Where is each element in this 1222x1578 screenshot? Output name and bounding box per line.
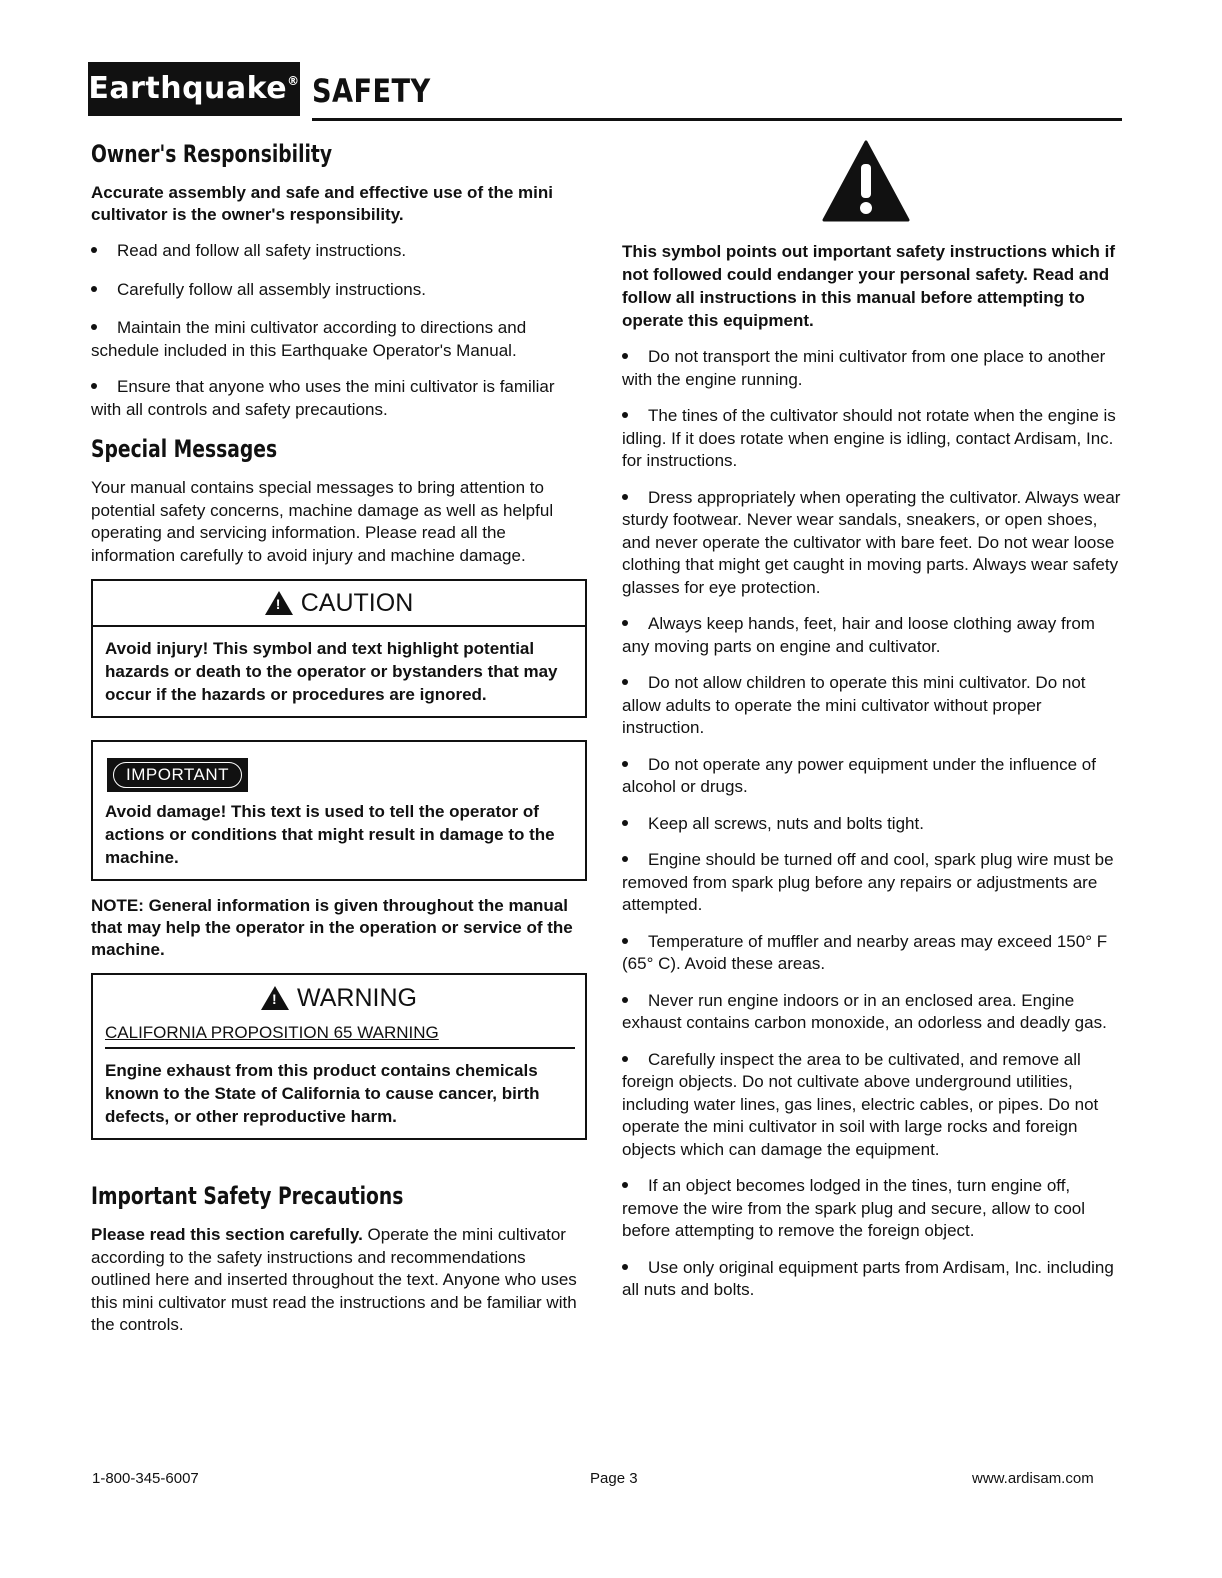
special-body: Your manual contains special messages to bring attention to potential safety concerns, machine damage as well as helpful operating and servicing information. Please read all the information carefully to avoid injury and machine damage. [91,478,554,565]
bullet-icon [622,1182,628,1188]
warning-header [93,975,585,1021]
caution-header [93,581,585,627]
bullet-icon [622,856,628,862]
bullet-icon [622,679,628,685]
precautions-heading: Important Safety Precautions [91,1182,404,1210]
list-item: Ensure that anyone who uses the mini cultivator is familiar with all controls and safety precautions. [91,377,555,419]
list-item: Do not operate any power equipment under the influence of alcohol or drugs. [622,754,1096,796]
bullet-icon [91,383,97,389]
bullet-icon [622,997,628,1003]
bullet-icon [622,820,628,826]
bullet-icon [622,938,628,944]
warning-triangle-icon [261,986,289,1010]
precautions-lead: Please read this section carefully. [91,1225,363,1244]
list-item: Use only original equipment parts from Ardisam, Inc. including all nuts and bolts. [622,1257,1114,1299]
bullet-icon [622,761,628,767]
important-box [91,740,587,881]
bullet-icon [622,494,628,500]
list-item: Maintain the mini cultivator according to directions and schedule included in this Earthquake Operator's Manual. [91,318,527,360]
page-title: SAFETY [312,72,431,110]
bullet-icon [622,353,628,359]
footer-url: www.ardisam.com [972,1470,1094,1487]
brand-logo [88,62,300,116]
registered-mark: ® [287,74,300,88]
list-item: Do not transport the mini cultivator from one place to another with the engine running. [622,347,1106,389]
list-item: If an object becomes lodged in the tines, turn engine off, remove the wire from the spark plug and secure, allow to cool before attempting to remove the foreign object. [622,1176,1086,1240]
warning-body: Engine exhaust from this product contains chemicals known to the State of California to cause cancer, birth defects, or other reproductive harm. [105,1061,540,1126]
bullet-icon [622,1056,628,1062]
special-heading: Special Messages [91,435,278,463]
precautions-body [91,1224,587,1337]
warning-title: WARNING [297,983,417,1012]
list-item: Never run engine indoors or in an enclosed area. Engine exhaust contains carbon monoxide, an odorless and deadly gas. [622,990,1107,1032]
important-label: IMPORTANT [113,762,242,788]
bullet-icon [91,286,97,292]
list-item: Keep all screws, nuts and bolts tight. [622,813,1122,836]
warning-subtitle: CALIFORNIA PROPOSITION 65 WARNING [105,1021,575,1049]
list-item: Always keep hands, feet, hair and loose clothing away from any moving parts on engine and cultivator. [622,614,1095,656]
list-item: Read and follow all safety instructions. [91,240,587,263]
precautions-list [622,346,1122,1302]
owners-list [91,240,587,421]
caution-box [91,579,587,718]
bullet-icon [91,324,97,330]
left-column [91,140,587,1337]
list-item: Carefully inspect the area to be cultivated, and remove all foreign objects. Do not cultivate above underground utilities, including water lines, gas lines, electric cables, or pipes. Do not operate the mini cultivator in soil with large rocks and foreign objects which can damage the equipment. [622,1049,1099,1159]
warning-box [91,973,587,1140]
list-item: Carefully follow all assembly instructions. [91,279,587,302]
right-column [622,140,1122,1316]
bullet-icon [622,620,628,626]
page-header [88,62,1122,120]
footer-page-number: Page 3 [590,1470,638,1487]
symbol-note: This symbol points out important safety instructions which if not followed could endanger your personal safety. Read and follow all instructions in this manual before attempting to operate this equipment. [622,242,1116,330]
header-rule [312,118,1122,121]
owners-lead: Accurate assembly and safe and effective use of the mini cultivator is the owner's responsibility. [91,183,553,224]
footer-phone: 1-800-345-6007 [92,1470,199,1487]
brand-name: Earthquake [88,71,288,106]
bullet-icon [622,412,628,418]
list-item: The tines of the cultivator should not rotate when the engine is idling. If it does rotate when engine is idling, contact Ardisam, Inc. for instructions. [622,406,1116,470]
note-text: NOTE: General information is given throughout the manual that may help the operator in the operation or service of the machine. [91,896,573,959]
list-item: Engine should be turned off and cool, spark plug wire must be removed from spark plug before any repairs or adjustments are attempted. [622,850,1114,914]
warning-triangle-icon [265,591,293,615]
important-body: Avoid damage! This text is used to tell the operator of actions or conditions that might result in damage to the machine. [105,802,555,867]
owners-heading: Owner's Responsibility [91,140,333,168]
list-item: Do not allow children to operate this mini cultivator. Do not allow adults to operate the mini cultivator without proper instruction. [622,673,1086,737]
caution-body: Avoid injury! This symbol and text highlight potential hazards or death to the operator or bystanders that may occur if the hazards or procedures are ignored. [105,639,558,704]
caution-title: CAUTION [300,588,414,617]
important-badge [107,758,248,792]
bullet-icon [622,1264,628,1270]
list-item: Dress appropriately when operating the cultivator. Always wear sturdy footwear. Never wear sandals, sneakers, or open shoes, and never operate the cultivator with bare feet. Do not wear loose clothing that might get caught in moving parts. Always wear safety glasses for eye protection. [622,487,1121,597]
list-item: Temperature of muffler and nearby areas may exceed 150° F (65° C). Avoid these areas. [622,931,1108,973]
precautions-rest: Operate the mini cultivator according to the safety instructions and recommendations outlined here and inserted throughout the text. Anyone who uses this mini cultivator must read the instructions and be familiar with the controls. [91,1225,577,1334]
bullet-icon [91,247,97,253]
